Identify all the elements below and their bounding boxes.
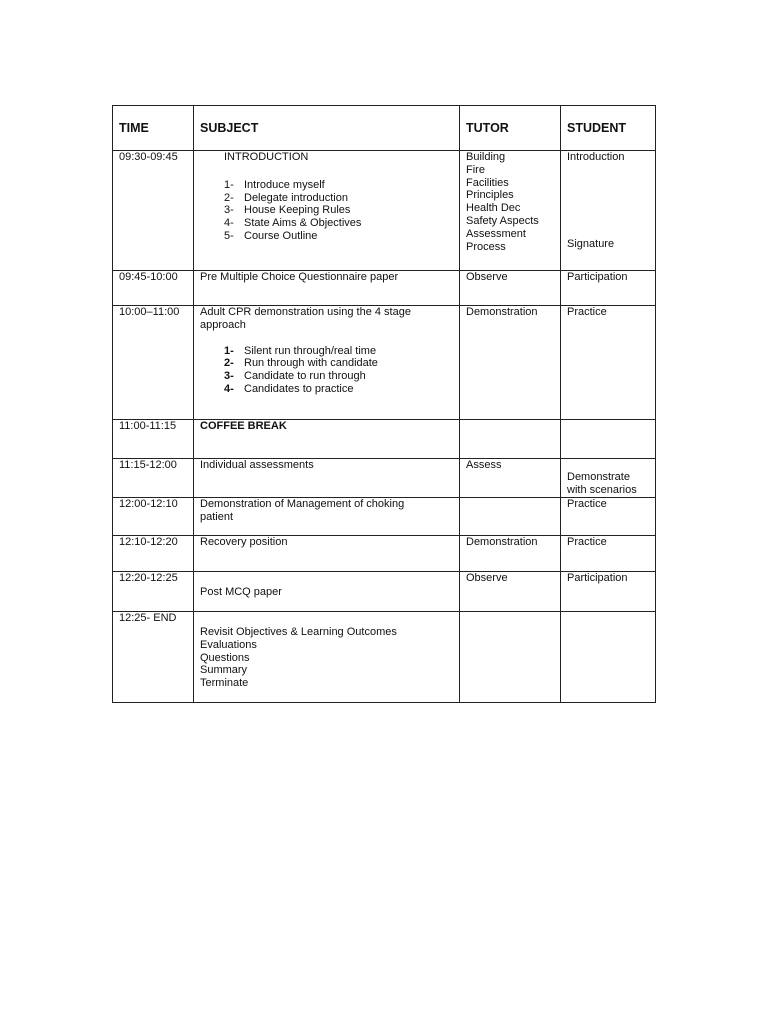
tutor-cell [460, 498, 561, 536]
table-row [113, 498, 656, 536]
tutor-cell: Assess [460, 459, 561, 498]
intro-list [200, 179, 453, 243]
tutor-cell [460, 420, 561, 459]
list-item: 1- Introduce myself [224, 178, 325, 191]
subject-cell [194, 151, 460, 271]
subject-cell: Pre Multiple Choice Questionnaire paper [194, 271, 460, 306]
tutor-cell [460, 612, 561, 703]
list-item: 3- Candidate to run through [224, 370, 366, 383]
header-student: STUDENT [561, 106, 656, 151]
tutor-cell: Demonstration [460, 536, 561, 572]
list-item: 4- State Aims & Objectives [224, 217, 362, 230]
student-cell [561, 612, 656, 703]
header-row [113, 106, 656, 151]
table-row [113, 536, 656, 572]
tutor-cell: Demonstration [460, 306, 561, 420]
tutor-cell: Observe [460, 572, 561, 612]
student-cell: Participation [561, 271, 656, 306]
list-item: 2- Run through with candidate [224, 357, 378, 370]
time-cell: 12:10-12:20 [113, 536, 194, 572]
table-row [113, 306, 656, 420]
list-item: 3- House Keeping Rules [224, 204, 351, 217]
student-cell: Introduction Signature [561, 151, 656, 271]
list-item: 4- Candidates to practice [224, 382, 354, 395]
student-cell: Practice [561, 536, 656, 572]
table-row [113, 271, 656, 306]
header-time: TIME [113, 106, 194, 151]
table-row [113, 420, 656, 459]
tutor-cell: Building Fire Facilities Principles Health Dec Safety Aspects Assessment Process [460, 151, 561, 271]
time-cell: 11:00-11:15 [113, 420, 194, 459]
table-row [113, 572, 656, 612]
table-row [113, 151, 656, 271]
subject-cell: Adult CPR demonstration using the 4 stage approach 1- Silent run through/real time 2- Run through with candidate 3- Candidate to run through 4- Candidates to practice [194, 306, 460, 420]
student-cell: Participation [561, 572, 656, 612]
header-tutor: TUTOR [460, 106, 561, 151]
subject-cell: Recovery position [194, 536, 460, 572]
list-item: 2- Delegate introduction [224, 191, 348, 204]
table-row [113, 612, 656, 703]
cpr-steps-list [200, 345, 453, 396]
time-cell: 10:00–11:00 [113, 306, 194, 420]
course-schedule-document [112, 105, 655, 703]
schedule-table [112, 105, 656, 703]
time-cell: 09:30-09:45 [113, 151, 194, 271]
time-cell: 12:20-12:25 [113, 572, 194, 612]
subject-cell: Revisit Objectives & Learning Outcomes Evaluations Questions Summary Terminate [194, 612, 460, 703]
subject-cell: COFFEE BREAK [194, 420, 460, 459]
student-cell: Practice [561, 498, 656, 536]
student-cell: Demonstrate with scenarios [561, 459, 656, 498]
table-row [113, 459, 656, 498]
section-title: INTRODUCTION [224, 151, 309, 163]
tutor-cell: Observe [460, 271, 561, 306]
time-cell: 11:15-12:00 [113, 459, 194, 498]
time-cell: 12:25- END [113, 612, 194, 703]
subject-cell: Individual assessments [194, 459, 460, 498]
time-cell: 09:45-10:00 [113, 271, 194, 306]
header-subject: SUBJECT [194, 106, 460, 151]
student-cell: Practice [561, 306, 656, 420]
subject-cell: Post MCQ paper [194, 572, 460, 612]
time-cell: 12:00-12:10 [113, 498, 194, 536]
list-item: 1- Silent run through/real time [224, 344, 377, 357]
subject-cell: Demonstration of Management of choking patient [194, 498, 460, 536]
list-item: 5- Course Outline [224, 229, 318, 242]
student-cell [561, 420, 656, 459]
